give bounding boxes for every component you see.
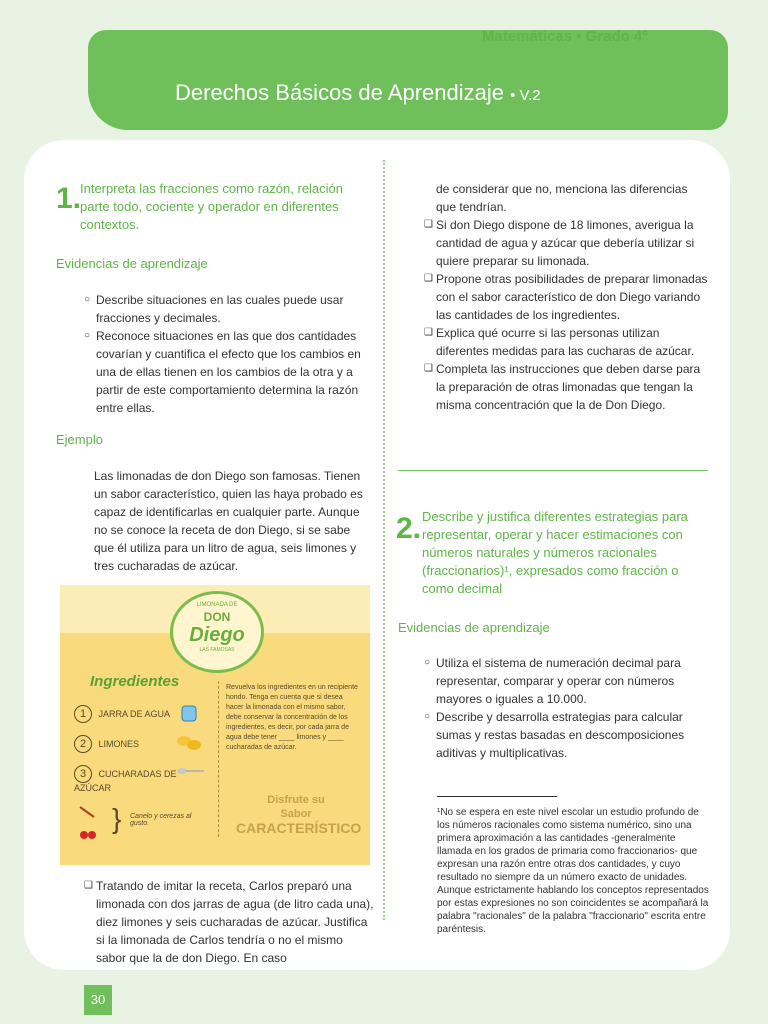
enjoy-text bbox=[236, 793, 362, 836]
list-item: ○ Utiliza el sistema de numeración decimal para representar, comparar y operar con números mayores o iguales a 10.000. bbox=[424, 654, 710, 708]
list-item: ❑ Si don Diego dispone de 18 limones, averigua la cantidad de agua y azúcar que debería utilizar si quiere preparar su limonada. bbox=[424, 216, 710, 270]
ingredient-label: LIMONES bbox=[98, 739, 140, 749]
ingredient-number: 1 bbox=[74, 705, 92, 723]
recipe-divider bbox=[218, 681, 219, 837]
list-item: ○ Describe y desarrolla estrategias para calcular sumas y restas basadas en descomposiciones aditivas y multiplicativas. bbox=[424, 708, 710, 762]
list-item: ○ Reconoce situaciones en las que dos cantidades covarían y cuantifica el efecto que los cambios en una de ellas tienen en los cambios de la otra y a partir de este comportamiento determina la razón entre ellas. bbox=[84, 327, 370, 417]
logo-bottom-text: LAS FAMOSAS bbox=[199, 647, 235, 653]
list-item: ❑ Explica qué ocurre si las personas utilizan diferentes medidas para las cucharas de azúcar. bbox=[424, 324, 710, 360]
logo-don: DON bbox=[203, 610, 231, 624]
enjoy-line-2: Sabor bbox=[280, 808, 312, 820]
canelo-note: Canelo y cerezas al gusto. bbox=[130, 813, 192, 827]
list-item: ❑ Propone otras posibilidades de preparar limonadas con el sabor característico de don Diego variando las cantidades de los ingredientes. bbox=[424, 270, 710, 324]
section2-text: Describe y justifica diferentes estrategias para representar, operar y hacer estimaciones con números naturales y números racionales (fraccionarios)¹, expresados como fracción o como decimal bbox=[422, 509, 688, 596]
logo-diego: Diego bbox=[189, 624, 245, 646]
ingredient-number: 3 bbox=[74, 765, 92, 783]
footnote-rule bbox=[437, 796, 557, 797]
section-separator bbox=[398, 470, 708, 471]
section2-number: 2. bbox=[396, 512, 422, 545]
example-title: Ejemplo bbox=[56, 432, 103, 447]
ingredient-item-2 bbox=[74, 735, 139, 753]
logo-top-text: LIMONADA DE bbox=[196, 602, 238, 608]
version-label: • V.2 bbox=[510, 87, 541, 104]
column-divider bbox=[383, 160, 385, 920]
water-jar-icon bbox=[178, 703, 202, 723]
don-diego-logo bbox=[170, 591, 264, 673]
page-number: 30 bbox=[84, 985, 112, 1015]
title-text: Derechos Básicos de Aprendizaje bbox=[175, 80, 504, 105]
section2-evidence-title: Evidencias de aprendizaje bbox=[398, 620, 550, 635]
section2-evidence-list bbox=[424, 654, 710, 762]
ingredient-number: 2 bbox=[74, 735, 92, 753]
section1-number: 1. bbox=[56, 182, 82, 215]
ingredients-title: Ingredientes bbox=[90, 673, 180, 690]
ingredient-label: JARRA DE AGUA bbox=[98, 709, 171, 719]
enjoy-line-1: Disfrute su bbox=[267, 794, 325, 806]
right-task-list bbox=[424, 180, 710, 414]
list-item: ❑ Tratando de imitar la receta, Carlos preparó una limonada con dos jarras de agua (de litro cada una), diez limones y seis cucharadas de azúcar. Justifica si la limonada de Carlos tendría o no el mismo sabor que la de don Diego. En caso bbox=[84, 877, 374, 967]
continuation-text: de considerar que no, menciona las diferencias que tendrían. bbox=[436, 182, 688, 214]
section1-evidence-title: Evidencias de aprendizaje bbox=[56, 256, 208, 271]
example-text: Las limonadas de don Diego son famosas. Tienen un sabor característico, quien las haya probado es capaz de identificarlas en cualquier parte. Aunque no se conoce la receta de don Diego, si se sabe que él utiliza para un litro de agua, seis limones y tres cucharadas de azúcar. bbox=[94, 469, 363, 573]
list-item: ○ Describe situaciones en las cuales puede usar fracciones y decimales. bbox=[84, 291, 370, 327]
section1-evidence-list bbox=[84, 291, 370, 417]
ingredient-label: CUCHARADAS DE AZÚCAR bbox=[74, 769, 177, 793]
recipe-card bbox=[60, 585, 370, 865]
page-title bbox=[175, 80, 541, 106]
subject-label: Matemáticas • Grado 4º bbox=[482, 28, 648, 45]
brace-icon: } bbox=[112, 803, 122, 834]
lemons-icon bbox=[176, 733, 204, 753]
enjoy-line-3: CARACTERÍSTICO bbox=[236, 820, 362, 836]
footnote: ¹No se espera en este nivel escolar un estudio profundo de los números racionales como sistema numérico, sino una primera aproximación a las cantidades -generalmente llamada en los grados de primaria como fraccionarios- que expresan una razón entre otras dos cantidades, y cuyo resultado no siempre da un número exacto de unidades. Aunque estrictamente hablando los conceptos representados por estas expresiones no son coincidentes se acompañará la palabra "racionales" de la palabra "fraccionario" escrita entre paréntesis. bbox=[437, 807, 709, 935]
spoons-icon bbox=[176, 765, 206, 779]
section1-text: Interpreta las fracciones como razón, relación parte todo, cociente y operador en diferentes contextos. bbox=[80, 181, 344, 232]
section1-task-list bbox=[84, 877, 374, 967]
list-item-continuation bbox=[424, 180, 710, 216]
list-item: ❑ Completa las instrucciones que deben darse para la preparación de otras limonadas que tengan la misma concentración que la de Don Diego. bbox=[424, 360, 710, 414]
recipe-note: Revuelva los ingredientes en un recipiente hondo. Tenga en cuenta que si desea hacer la limonada con el mismo sabor, debe conservar la concentración de los ingredientes, es decir, por cada jarra de agua debe tener ____ limones y ____ cucharadas de azúcar. bbox=[226, 684, 358, 751]
cherries-icon bbox=[76, 803, 100, 843]
ingredient-item-1 bbox=[74, 705, 170, 723]
